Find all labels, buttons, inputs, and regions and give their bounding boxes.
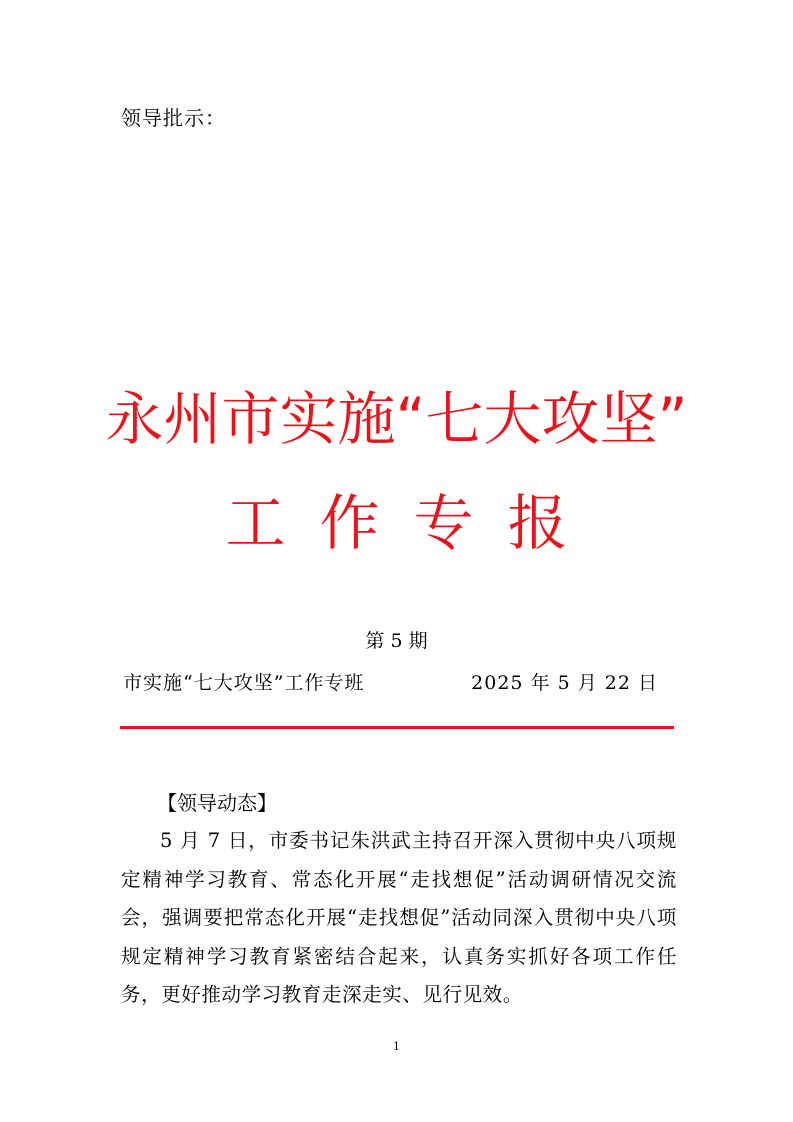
publisher: 市实施“七大攻坚”工作专班	[123, 672, 365, 694]
page-number: 1	[393, 1040, 400, 1053]
issue-number: 第 5 期	[365, 630, 428, 652]
section-heading: 【领导动态】	[157, 791, 277, 815]
body-paragraph: 5 月 7 日，市委书记朱洪武主持召开深入贯彻中央八项规定精神学习教育、常态化开展“走找想促”活动调研情况交流会，强调要把常态化开展“走找想促”活动同深入贯彻中央八项规定精神学习教育紧密结合起来，认真务实抓好各项工作任务，更好推动学习教育走深走实、见行见效。	[121, 829, 677, 1006]
masthead-title-line2: 工作专报	[225, 489, 602, 559]
leader-instruction-label: 领导批示：	[121, 106, 226, 130]
masthead-divider	[120, 726, 674, 729]
issue-date: 2025 年 5 月 22 日	[471, 672, 658, 694]
masthead-title-line1: 永州市实施“七大攻坚”	[105, 385, 688, 453]
